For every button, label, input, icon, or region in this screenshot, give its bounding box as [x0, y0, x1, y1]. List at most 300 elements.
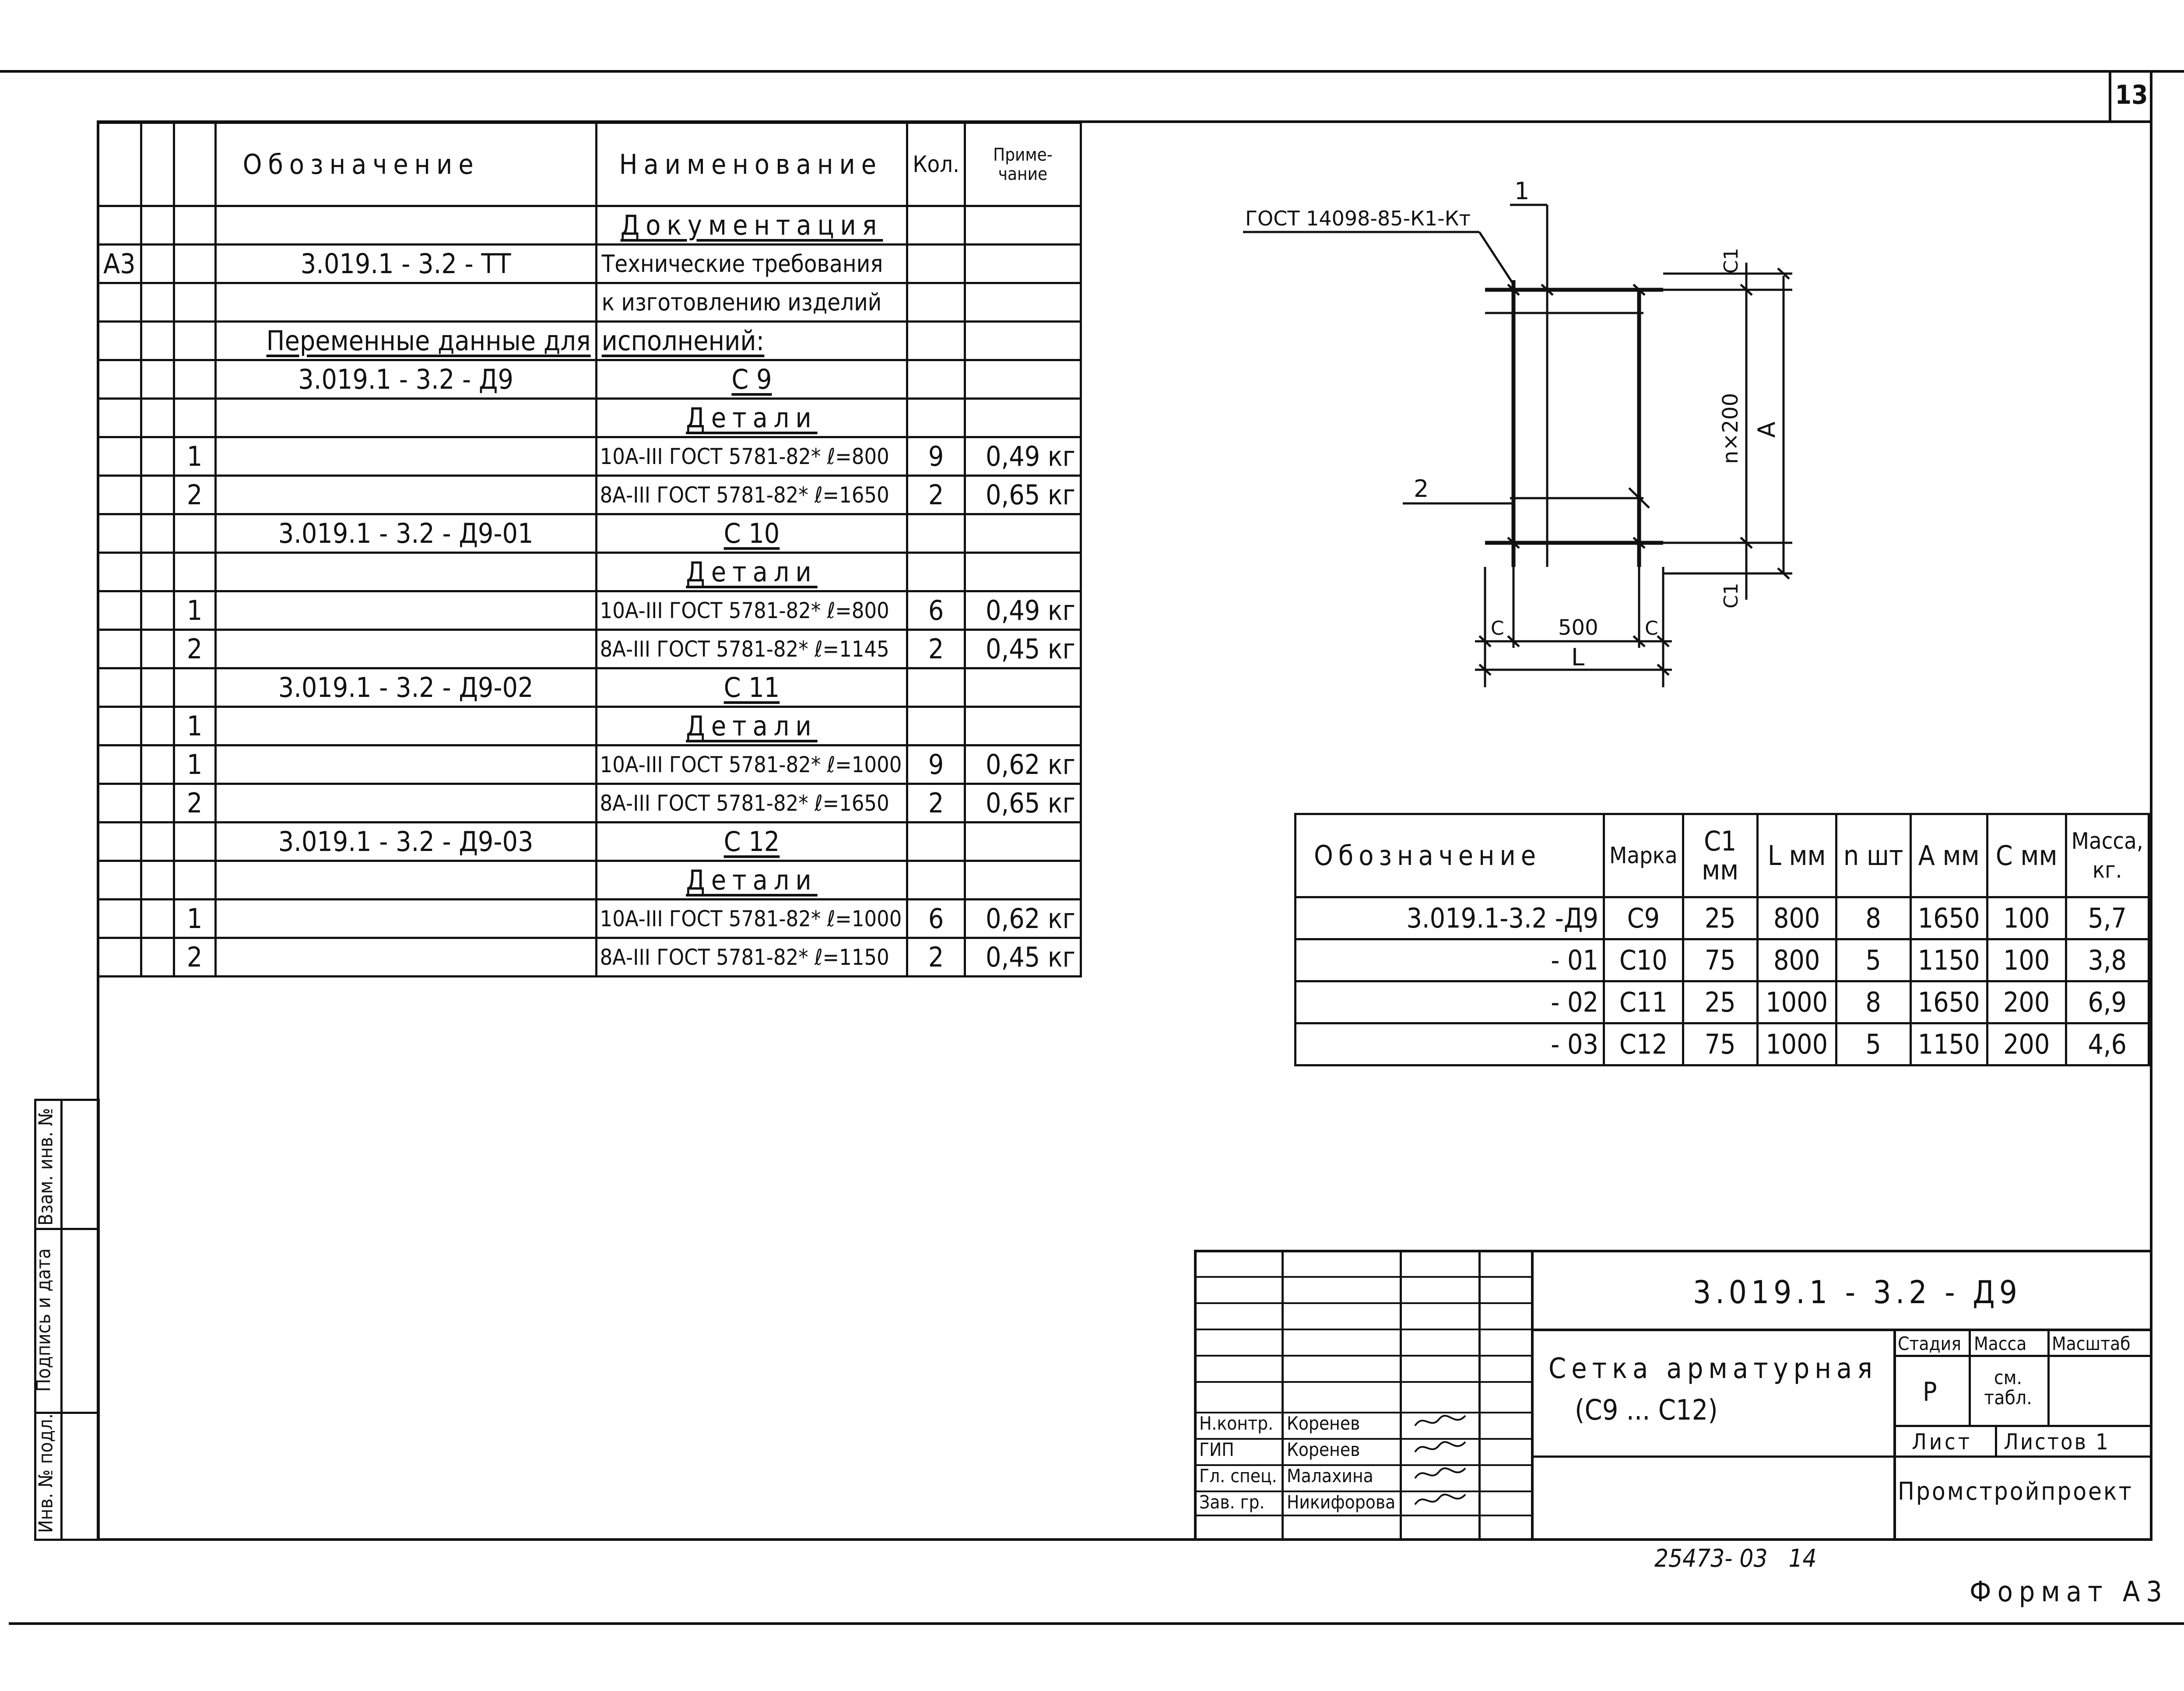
spec-cell-name	[596, 437, 907, 476]
data-cell-designation: - 01	[1296, 939, 1604, 981]
tb-h1	[1194, 1276, 1531, 1278]
side-stamp-col-divider	[60, 1099, 63, 1541]
tb-h10	[1194, 1515, 1531, 1516]
spec-cell-zone	[141, 938, 174, 977]
spec-cell-name-text: Детали	[686, 864, 818, 896]
spec-cell-format	[98, 707, 141, 745]
spec-cell-format	[98, 938, 141, 977]
spec-cell-qty-text: 2	[928, 941, 944, 973]
spec-cell-qty	[907, 322, 965, 360]
spec-cell-note	[965, 668, 1081, 707]
spec-cell-zone	[141, 668, 174, 707]
spec-cell-zone	[141, 245, 174, 283]
spec-cell-format	[98, 591, 141, 630]
spec-cell-name	[596, 591, 907, 630]
data-header-n: n шт	[1836, 814, 1910, 897]
spec-cell-name-text: к изготовлению изделий	[601, 288, 882, 316]
spec-cell-name-text: 8А-III ГОСТ 5781-82* ℓ=1650	[600, 482, 889, 508]
spec-cell-format	[98, 668, 141, 707]
data-cell-l: 800	[1757, 939, 1836, 981]
dim-c-left: С	[1491, 617, 1504, 640]
spec-cell-note	[965, 784, 1081, 823]
spec-cell-position	[174, 283, 215, 322]
spec-cell-qty-text: 9	[928, 440, 944, 472]
spec-cell-name	[596, 784, 907, 823]
spec-cell-note-text: 0,45 кг	[986, 633, 1075, 665]
spec-cell-qty	[907, 476, 965, 514]
data-cell-c1: 75	[1683, 939, 1757, 981]
spec-cell-designation	[215, 745, 596, 784]
spec-cell-qty-text: 9	[928, 749, 944, 780]
data-header-c: С мм	[1987, 814, 2066, 897]
data-cell-a: 1650	[1910, 981, 1987, 1023]
data-cell-c1: 75	[1683, 1023, 1757, 1065]
spec-cell-designation	[215, 476, 596, 514]
tb-v2	[1400, 1250, 1402, 1541]
spec-cell-note-text: 0,62 кг	[986, 749, 1075, 780]
spec-cell-designation	[215, 206, 596, 245]
spec-row	[98, 707, 1081, 745]
bottom-border-line	[9, 1622, 2184, 1625]
data-cell-mark: С9	[1604, 897, 1683, 939]
spec-row	[98, 861, 1081, 900]
data-cell-a: 1150	[1910, 939, 1987, 981]
dim-500: 500	[1558, 615, 1598, 640]
spec-cell-position-text: 1	[186, 903, 203, 935]
spec-cell-name-text: 10А-III ГОСТ 5781-82* ℓ=1000	[600, 906, 902, 932]
data-cell-n: 5	[1836, 1023, 1910, 1065]
spec-cell-designation	[215, 823, 596, 861]
tb-stage-v1	[1969, 1329, 1971, 1425]
signature-role: Н.контр.	[1199, 1413, 1274, 1434]
spec-cell-designation-text: 3.019.1 - 3.2 - Д9	[298, 363, 513, 395]
spec-cell-note	[965, 553, 1081, 591]
header-format	[98, 123, 141, 206]
tb-h3	[1194, 1329, 1531, 1330]
spec-cell-format	[98, 360, 141, 399]
title-line-1: Сетка арматурная	[1548, 1353, 1878, 1385]
spec-cell-name	[596, 668, 907, 707]
spec-row	[98, 360, 1081, 399]
spec-cell-designation	[215, 668, 596, 707]
side-stamp-label-signature-date: Подпись и дата	[32, 1248, 55, 1392]
scale-label: Масштаб	[2052, 1333, 2131, 1354]
gost-note: ГОСТ 14098-85-К1-Кт	[1245, 207, 1471, 230]
spec-cell-qty-text: 6	[928, 903, 944, 935]
data-cell-c1: 25	[1683, 897, 1757, 939]
spec-row	[98, 245, 1081, 283]
spec-cell-position	[174, 245, 215, 283]
spec-cell-name	[596, 823, 907, 861]
spec-cell-designation	[215, 707, 596, 745]
spec-cell-position-text: 1	[186, 594, 203, 626]
spec-cell-position-text: 1	[186, 710, 203, 742]
data-cell-l: 1000	[1757, 1023, 1836, 1065]
spec-cell-qty	[907, 514, 965, 553]
spec-cell-designation-text: 3.019.1 - 3.2 - ТТ	[300, 248, 511, 280]
spec-cell-name-text: 8А-III ГОСТ 5781-82* ℓ=1145	[600, 636, 889, 662]
tb-v3	[1478, 1250, 1481, 1541]
spec-cell-qty	[907, 938, 965, 977]
spec-cell-zone	[141, 476, 174, 514]
spec-cell-name-text: Детали	[686, 710, 818, 742]
data-cell-a: 1150	[1910, 1023, 1987, 1065]
spec-cell-position	[174, 437, 215, 476]
spec-cell-note	[965, 399, 1081, 437]
spec-row	[98, 283, 1081, 322]
tb-h4	[1194, 1355, 1531, 1357]
spec-cell-position-text: 2	[186, 633, 203, 665]
tb-stage-h3	[1531, 1455, 2152, 1458]
spec-cell-note-text: 0,65 кг	[986, 479, 1075, 511]
spec-cell-name-text: исполнений:	[601, 325, 765, 357]
spec-cell-qty	[907, 630, 965, 668]
spec-row	[98, 784, 1081, 823]
spec-cell-qty	[907, 437, 965, 476]
spec-row	[98, 206, 1081, 245]
data-header-a: А мм	[1910, 814, 1987, 897]
spec-cell-note	[965, 707, 1081, 745]
spec-cell-qty-text: 2	[928, 479, 944, 511]
spec-header-row	[98, 123, 1081, 206]
tb-stage-h1	[1893, 1355, 2152, 1357]
header-position	[174, 123, 215, 206]
spec-cell-note	[965, 476, 1081, 514]
spec-cell-zone	[141, 630, 174, 668]
spec-row	[98, 823, 1081, 861]
header-name: Наименование	[596, 123, 907, 206]
spec-cell-zone	[141, 861, 174, 900]
spec-cell-designation	[215, 514, 596, 553]
tb-h5	[1194, 1381, 1531, 1383]
spec-cell-position-text: 1	[186, 440, 203, 472]
spec-cell-position	[174, 322, 215, 360]
spec-row	[98, 900, 1081, 938]
data-cell-l: 800	[1757, 897, 1836, 939]
data-cell-l: 1000	[1757, 981, 1836, 1023]
spec-cell-zone	[141, 553, 174, 591]
spec-cell-zone	[141, 399, 174, 437]
spec-cell-format	[98, 283, 141, 322]
dim-L: L	[1571, 643, 1585, 671]
data-cell-c: 200	[1987, 1023, 2066, 1065]
data-cell-mark: С11	[1604, 981, 1683, 1023]
spec-cell-format	[98, 784, 141, 823]
spec-cell-note-text: 0,62 кг	[986, 903, 1075, 935]
spec-cell-format	[98, 900, 141, 938]
spec-cell-name	[596, 630, 907, 668]
spec-cell-format	[98, 437, 141, 476]
data-header-l: L мм	[1757, 814, 1836, 897]
spec-cell-qty	[907, 707, 965, 745]
title-block	[1194, 1250, 2152, 1541]
data-row	[1296, 897, 2149, 939]
spec-row	[98, 668, 1081, 707]
spec-cell-designation-text: 3.019.1 - 3.2 - Д9-03	[278, 826, 534, 858]
signature-role: ГИП	[1199, 1439, 1234, 1460]
sheet-label: Лист	[1912, 1429, 1972, 1455]
tb-sheet-v	[1995, 1425, 1997, 1455]
tb-stage-h2	[1893, 1425, 2152, 1427]
spec-cell-name	[596, 283, 907, 322]
spec-cell-designation-text: 3.019.1 - 3.2 - Д9-02	[278, 671, 534, 703]
spec-cell-position	[174, 630, 215, 668]
data-cell-c: 100	[1987, 897, 2066, 939]
signature-name: Коренев	[1287, 1439, 1360, 1460]
data-header-c1: С1 мм	[1683, 814, 1757, 897]
spec-cell-note-text: 0,49 кг	[986, 440, 1075, 472]
spec-cell-note	[965, 630, 1081, 668]
spec-cell-name	[596, 476, 907, 514]
spec-cell-qty	[907, 283, 965, 322]
spec-cell-note	[965, 322, 1081, 360]
spec-cell-designation	[215, 245, 596, 283]
data-cell-mass: 3,8	[2066, 939, 2149, 981]
spec-cell-position	[174, 707, 215, 745]
spec-cell-position	[174, 784, 215, 823]
spec-cell-zone	[141, 745, 174, 784]
spec-cell-name-text: С 12	[723, 826, 780, 858]
spec-cell-note	[965, 206, 1081, 245]
spec-cell-qty-text: 2	[928, 633, 944, 665]
header-qty: Кол.	[907, 123, 965, 206]
spec-cell-position	[174, 553, 215, 591]
spec-cell-designation	[215, 784, 596, 823]
spec-cell-note	[965, 861, 1081, 900]
spec-cell-designation	[215, 437, 596, 476]
data-cell-n: 5	[1836, 939, 1910, 981]
spec-cell-name	[596, 514, 907, 553]
spec-cell-zone	[141, 322, 174, 360]
spec-cell-qty	[907, 745, 965, 784]
spec-cell-zone	[141, 707, 174, 745]
signature-name: Малахина	[1287, 1465, 1373, 1487]
data-cell-mark: С12	[1604, 1023, 1683, 1065]
page-number: 13	[2115, 80, 2148, 110]
spec-cell-position	[174, 861, 215, 900]
spec-cell-format	[98, 745, 141, 784]
spec-cell-qty-text: 6	[928, 594, 944, 626]
spec-cell-note	[965, 900, 1081, 938]
data-cell-c: 200	[1987, 981, 2066, 1023]
spec-cell-note	[965, 591, 1081, 630]
data-cell-c1: 25	[1683, 981, 1757, 1023]
spec-row	[98, 553, 1081, 591]
dim-c1-top: С1	[1720, 248, 1742, 274]
tb-code-bottom	[1531, 1329, 2152, 1331]
signature-role: Гл. спец.	[1199, 1465, 1277, 1487]
spec-cell-name	[596, 206, 907, 245]
spec-cell-position-text: 1	[186, 749, 203, 780]
data-cell-mass: 6,9	[2066, 981, 2149, 1023]
tb-h2	[1194, 1302, 1531, 1304]
dim-A: А	[1753, 422, 1780, 438]
spec-cell-note-text: 0,49 кг	[986, 594, 1075, 626]
spec-cell-note	[965, 283, 1081, 322]
data-cell-a: 1650	[1910, 897, 1987, 939]
data-cell-n: 8	[1836, 897, 1910, 939]
stage-label: Стадия	[1898, 1333, 1961, 1354]
spec-cell-zone	[141, 437, 174, 476]
spec-cell-format	[98, 553, 141, 591]
spec-cell-format	[98, 823, 141, 861]
spec-cell-position	[174, 476, 215, 514]
spec-cell-zone	[141, 784, 174, 823]
spec-cell-designation-text: Переменные данные для	[266, 325, 591, 357]
spec-cell-format	[98, 399, 141, 437]
spec-cell-note-text: 0,45 кг	[986, 941, 1075, 973]
side-stamp-label-vzam-inv: Взам. инв. №	[35, 1108, 57, 1226]
tb-top	[1194, 1250, 2152, 1252]
data-header-mark: Марка	[1604, 814, 1683, 897]
spec-cell-qty	[907, 245, 965, 283]
spec-cell-format	[98, 322, 141, 360]
data-row	[1296, 981, 2149, 1023]
spec-cell-qty	[907, 784, 965, 823]
spec-cell-note	[965, 938, 1081, 977]
spec-row	[98, 745, 1081, 784]
spec-cell-position	[174, 900, 215, 938]
header-note: Приме- чание	[965, 123, 1081, 206]
spec-cell-name-text: Технические требования	[601, 250, 883, 278]
spec-row	[98, 437, 1081, 476]
spec-cell-name	[596, 861, 907, 900]
data-header-mass: Масса, кг.	[2066, 814, 2149, 897]
spec-cell-name	[596, 900, 907, 938]
signature-name: Никифорова	[1287, 1491, 1396, 1513]
gost-leader-d	[1479, 232, 1512, 282]
title-line-2: (С9 ... С12)	[1575, 1394, 1718, 1427]
format-label: Формат А3	[1970, 1576, 2168, 1608]
spec-cell-name-text: Документация	[620, 209, 883, 241]
data-cell-designation: 3.019.1-3.2 -Д9	[1296, 897, 1604, 939]
spec-cell-qty	[907, 206, 965, 245]
spec-cell-format-text: А3	[103, 248, 136, 280]
spec-cell-format	[98, 245, 141, 283]
tb-left	[1194, 1250, 1197, 1541]
header-zone	[141, 123, 174, 206]
spec-cell-qty	[907, 668, 965, 707]
doc-code: 3.019.1 - 3.2 - Д9	[1693, 1274, 2022, 1311]
spec-cell-zone	[141, 514, 174, 553]
spec-cell-name-text: 10А-III ГОСТ 5781-82* ℓ=800	[600, 598, 889, 623]
spec-row	[98, 322, 1081, 360]
spec-cell-designation	[215, 399, 596, 437]
spec-cell-zone	[141, 283, 174, 322]
spec-cell-name-text: С 9	[731, 363, 772, 395]
spec-cell-format	[98, 476, 141, 514]
spec-cell-designation	[215, 283, 596, 322]
spec-cell-position-text: 2	[186, 941, 203, 973]
stage-value: Р	[1923, 1377, 1937, 1407]
data-cell-designation: - 03	[1296, 1023, 1604, 1065]
spec-cell-name	[596, 360, 907, 399]
header-designation: Обозначение	[215, 123, 596, 206]
spec-cell-qty	[907, 360, 965, 399]
spec-cell-name-text: С 10	[723, 517, 780, 549]
mesh-drawing	[1225, 166, 1838, 718]
spec-cell-position	[174, 668, 215, 707]
spec-cell-note	[965, 745, 1081, 784]
tb-stage-left	[1893, 1329, 1896, 1541]
spec-cell-designation	[215, 360, 596, 399]
spec-row	[98, 399, 1081, 437]
spec-cell-zone	[141, 360, 174, 399]
data-cell-mark: С10	[1604, 939, 1683, 981]
spec-cell-note	[965, 245, 1081, 283]
spec-cell-name	[596, 745, 907, 784]
spec-cell-name-text: 10А-III ГОСТ 5781-82* ℓ=800	[600, 443, 889, 469]
spec-cell-format	[98, 206, 141, 245]
spec-cell-note	[965, 360, 1081, 399]
sheets-label: Листов 1	[2004, 1429, 2110, 1455]
spec-cell-name-text: С 11	[723, 671, 780, 703]
spec-cell-note	[965, 437, 1081, 476]
spec-row	[98, 514, 1081, 553]
spec-cell-position	[174, 823, 215, 861]
spec-cell-position	[174, 745, 215, 784]
spec-cell-note-text: 0,65 кг	[986, 787, 1075, 819]
spec-cell-designation-text: 3.019.1 - 3.2 - Д9-01	[278, 517, 534, 549]
spec-cell-position-text: 2	[186, 479, 203, 511]
data-cell-designation: - 02	[1296, 981, 1604, 1023]
top-border-line	[0, 70, 2184, 73]
spec-row	[98, 476, 1081, 514]
data-cell-mass: 4,6	[2066, 1023, 2149, 1065]
specification-table	[97, 122, 1082, 977]
spec-cell-name	[596, 322, 907, 360]
spec-cell-qty-text: 2	[928, 787, 944, 819]
spec-cell-note	[965, 823, 1081, 861]
spec-cell-name-text: 8А-III ГОСТ 5781-82* ℓ=1150	[600, 944, 889, 970]
spec-cell-note	[965, 514, 1081, 553]
data-cell-mass: 5,7	[2066, 897, 2149, 939]
spec-cell-position	[174, 938, 215, 977]
data-cell-c: 100	[1987, 939, 2066, 981]
callout-2: 2	[1414, 475, 1429, 503]
data-header-designation: Обозначение	[1296, 814, 1604, 897]
mass-label: Масса	[1974, 1333, 2027, 1354]
data-header-row	[1296, 814, 2149, 897]
signature-name: Коренев	[1287, 1413, 1360, 1434]
spec-cell-name	[596, 938, 907, 977]
dim-c1-bottom: С1	[1720, 583, 1742, 608]
spec-cell-designation	[215, 630, 596, 668]
spec-cell-position	[174, 399, 215, 437]
spec-cell-name-text: 10А-III ГОСТ 5781-82* ℓ=1000	[600, 752, 902, 777]
spec-cell-name	[596, 245, 907, 283]
spec-cell-designation	[215, 861, 596, 900]
dim-n200: n×200	[1718, 393, 1743, 464]
spec-cell-position-text: 2	[186, 787, 203, 819]
handwritten-signature	[1413, 1489, 1470, 1511]
data-row	[1296, 1023, 2149, 1065]
mesh-data-table	[1294, 813, 2150, 1066]
spec-cell-designation	[215, 938, 596, 977]
spec-cell-qty	[907, 861, 965, 900]
spec-cell-zone	[141, 591, 174, 630]
tb-h7	[1194, 1438, 1531, 1440]
handwritten-signature	[1413, 1463, 1470, 1485]
spec-cell-zone	[141, 206, 174, 245]
spec-cell-designation	[215, 553, 596, 591]
data-row	[1296, 939, 2149, 981]
spec-row	[98, 591, 1081, 630]
spec-cell-zone	[141, 823, 174, 861]
spec-cell-name-text: 8А-III ГОСТ 5781-82* ℓ=1650	[600, 790, 889, 816]
spec-cell-qty	[907, 823, 965, 861]
tb-v4	[1531, 1250, 1534, 1541]
